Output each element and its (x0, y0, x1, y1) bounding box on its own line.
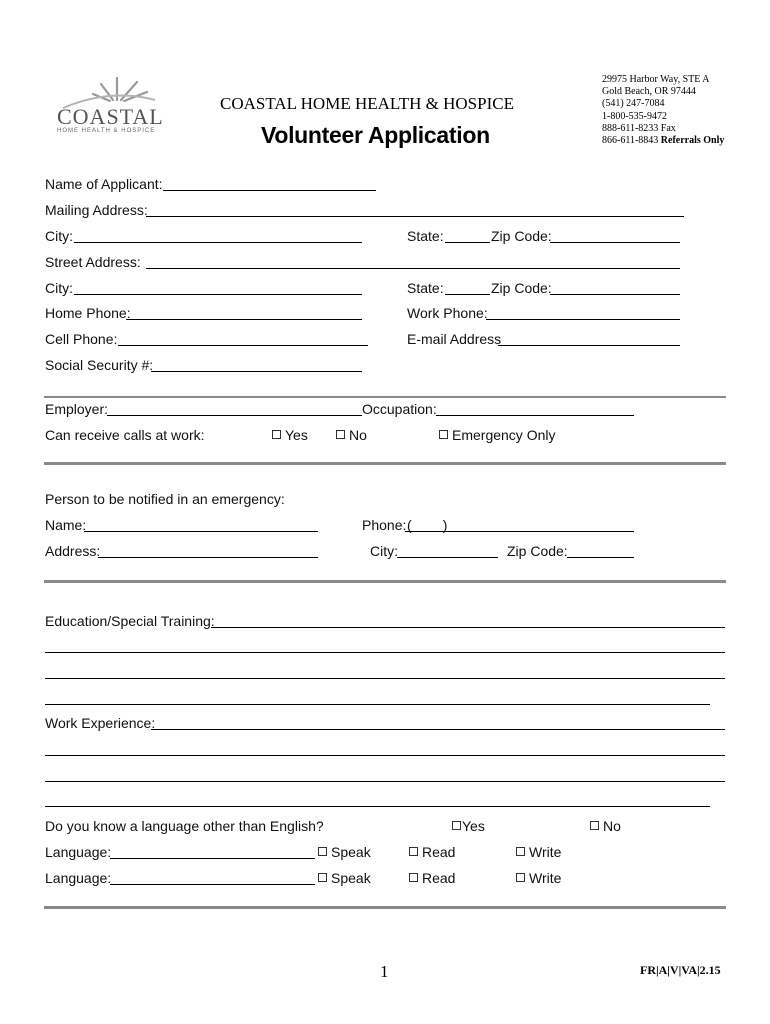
street-city-label: City: (45, 280, 73, 296)
mailing-city-label: City: (45, 228, 73, 244)
education-line[interactable] (45, 704, 710, 705)
street-city-field[interactable] (74, 294, 362, 295)
write-label: Write (529, 844, 562, 860)
education-line[interactable] (45, 678, 725, 679)
street-address-label: Street Address: (45, 254, 141, 270)
work-phone-label: Work Phone: (407, 305, 488, 321)
section-divider (44, 462, 726, 465)
org-name: COASTAL HOME HEALTH & HOSPICE (220, 94, 514, 113)
occupation-label: Occupation: (362, 401, 437, 417)
checkbox-icon (318, 873, 327, 882)
cell-phone-label: Cell Phone: (45, 331, 118, 347)
emergency-address-label: Address: (45, 543, 101, 559)
work-experience-line[interactable] (45, 781, 725, 782)
mailing-zip-field[interactable] (550, 242, 680, 243)
phone-line: (541) 247-7084 (602, 98, 665, 110)
email-label: E-mail Address (407, 331, 502, 347)
mailing-address-field[interactable] (146, 216, 684, 217)
logo-subtitle: HOME HEALTH & HOSPICE (57, 128, 156, 134)
page-number: 1 (380, 962, 389, 981)
checkbox-icon (409, 873, 418, 882)
read-checkbox[interactable] (409, 870, 455, 886)
street-state-field[interactable] (445, 294, 490, 295)
checkbox-icon (318, 847, 327, 856)
language-yes-label: Yes (462, 818, 485, 834)
mailing-city-field[interactable] (74, 242, 362, 243)
write-checkbox[interactable] (516, 870, 561, 886)
education-label: Education/Special Training: (45, 613, 215, 629)
language-yes-checkbox[interactable] (452, 818, 485, 834)
ssn-label: Social Security #: (45, 357, 154, 373)
street-zip-field[interactable] (550, 294, 680, 295)
calls-no-checkbox[interactable] (336, 427, 367, 443)
write-label: Write (529, 870, 562, 886)
checkbox-icon (272, 430, 281, 439)
language-question: Do you know a language other than English? (45, 818, 324, 834)
applicant-name-label: Name of Applicant: (45, 176, 163, 192)
mailing-state-field[interactable] (445, 242, 490, 243)
calls-emergency-checkbox[interactable] (439, 427, 555, 443)
checkbox-icon (409, 847, 418, 856)
emergency-phone-field[interactable] (405, 531, 634, 532)
write-checkbox[interactable] (516, 844, 561, 860)
referral-line (602, 135, 724, 147)
checkbox-icon (516, 873, 525, 882)
language-label: Language: (45, 844, 112, 860)
calls-yes-checkbox[interactable] (272, 427, 308, 443)
checkbox-icon (452, 821, 461, 830)
language-field[interactable] (110, 884, 315, 885)
street-zip-label: Zip Code: (491, 280, 552, 296)
language-label: Language: (45, 870, 112, 886)
mailing-zip-label: Zip Code: (491, 228, 552, 244)
calls-no-label: No (349, 427, 367, 443)
home-phone-label: Home Phone: (45, 305, 131, 321)
calls-emergency-label: Emergency Only (452, 427, 556, 443)
referral-label: Referrals Only (660, 135, 725, 147)
form-code: FR|A|V|VA|2.15 (640, 963, 721, 977)
work-experience-line[interactable] (45, 755, 725, 756)
employer-field[interactable] (107, 415, 362, 416)
emergency-phone-label: Phone: (362, 517, 407, 533)
home-phone-field[interactable] (126, 319, 362, 320)
logo-word: COASTAL (57, 104, 164, 129)
education-line[interactable] (45, 652, 725, 653)
emergency-zip-label: Zip Code: (507, 543, 568, 559)
checkbox-icon (590, 821, 599, 830)
language-field[interactable] (110, 858, 315, 859)
mailing-address-label: Mailing Address: (45, 202, 148, 218)
calls-at-work-label: Can receive calls at work: (45, 427, 205, 443)
calls-yes-label: Yes (285, 427, 308, 443)
page-title: Volunteer Application (261, 122, 490, 148)
phone-line: 1-800-535-9472 (602, 110, 667, 122)
section-divider (44, 906, 726, 909)
applicant-name-field[interactable] (163, 190, 376, 191)
email-field[interactable] (498, 345, 680, 346)
fax-line: 888-611-8233 Fax (602, 122, 676, 134)
occupation-field[interactable] (436, 415, 634, 416)
ssn-field[interactable] (151, 371, 362, 372)
checkbox-icon (516, 847, 525, 856)
language-no-label: No (603, 818, 621, 834)
emergency-heading: Person to be notified in an emergency: (45, 491, 285, 507)
address-line: Gold Beach, OR 97444 (602, 86, 696, 98)
speak-label: Speak (331, 870, 371, 886)
work-experience-line[interactable] (45, 806, 710, 807)
section-divider (44, 396, 726, 398)
referral-number: 866-611-8843 (602, 135, 659, 147)
education-field[interactable] (211, 627, 725, 628)
emergency-name-label: Name: (45, 517, 87, 533)
logo (55, 70, 165, 138)
emergency-zip-field[interactable] (567, 557, 634, 558)
emergency-city-field[interactable] (397, 557, 498, 558)
speak-checkbox[interactable] (318, 870, 371, 886)
street-state-label: State: (407, 280, 444, 296)
contact-block (602, 74, 724, 147)
emergency-city-label: City: (370, 543, 398, 559)
emergency-name-field[interactable] (84, 531, 318, 532)
checkbox-icon (336, 430, 345, 439)
work-experience-field[interactable] (151, 729, 725, 730)
employer-label: Employer: (45, 401, 109, 417)
speak-checkbox[interactable] (318, 844, 371, 860)
mailing-state-label: State: (407, 228, 444, 244)
work-phone-field[interactable] (486, 319, 680, 320)
read-label: Read (422, 844, 456, 860)
read-label: Read (422, 870, 456, 886)
section-divider (44, 580, 726, 583)
read-checkbox[interactable] (409, 844, 455, 860)
speak-label: Speak (331, 844, 371, 860)
emergency-phone-paren: ( ) (407, 517, 448, 533)
language-no-checkbox[interactable] (590, 818, 621, 834)
address-line: 29975 Harbor Way, STE A (602, 74, 710, 85)
cell-phone-field[interactable] (118, 345, 368, 346)
checkbox-icon (439, 430, 448, 439)
emergency-address-field[interactable] (98, 557, 318, 558)
street-address-field[interactable] (146, 268, 680, 269)
work-experience-label: Work Experience: (45, 715, 156, 731)
